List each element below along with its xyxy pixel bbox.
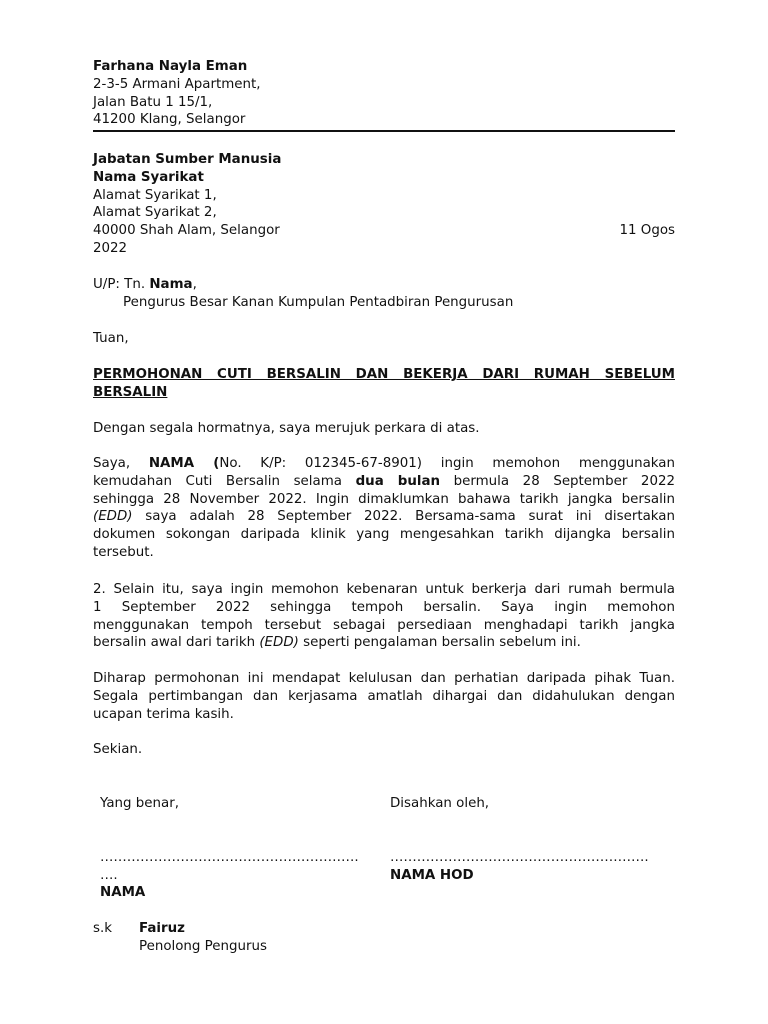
recipient-address-line-1: Alamat Syarikat 1, bbox=[93, 187, 217, 203]
signature-left-name: NAMA bbox=[100, 885, 146, 901]
attention-suffix: , bbox=[192, 277, 197, 292]
letter-date-year: 2022 bbox=[93, 240, 128, 256]
letter-date: 11 Ogos bbox=[619, 223, 675, 239]
attention-line bbox=[93, 276, 675, 294]
para3-line-1: Diharap permohonan ini mendapat kelulusan dan perhatian daripada pihak Tuan. bbox=[93, 671, 675, 686]
signature-right-label: Disahkan oleh, bbox=[390, 796, 490, 811]
sender-address-line-2: Jalan Batu 1 15/1, bbox=[93, 94, 213, 110]
para1-l2c: bermula 28 September 2022 bbox=[440, 473, 676, 489]
sender-block bbox=[93, 58, 675, 129]
sender-name: Farhana Nayla Eman bbox=[93, 59, 248, 74]
para3-line-2: Segala pertimbangan dan kerjasama amatlah dihargai dan didahulukan dengan bbox=[93, 688, 675, 704]
salutation bbox=[93, 330, 675, 348]
cc-label-text: s.k bbox=[93, 921, 112, 936]
para2-line-1: 2. Selain itu, saya ingin memohon kebenaran untuk berkerja dari rumah bermula bbox=[93, 582, 675, 597]
attention-position: Pengurus Besar Kanan Kumpulan Pentadbiran Pengurusan bbox=[123, 294, 514, 310]
cc-block bbox=[139, 920, 267, 956]
cc-label bbox=[93, 920, 112, 938]
recipient-company: Nama Syarikat bbox=[93, 169, 204, 185]
signature-left-label: Yang benar, bbox=[100, 796, 179, 811]
opening-paragraph bbox=[93, 420, 675, 438]
cc-name: Fairuz bbox=[139, 921, 185, 936]
signature-right-name: NAMA HOD bbox=[390, 867, 474, 883]
para1-l4b: saya adalah 28 September 2022. Bersama-sama surat ini disertakan bbox=[132, 509, 675, 525]
recipient-block bbox=[93, 151, 675, 258]
para1-l1c: No. K/P: 012345-67-8901) ingin memohon menggunakan bbox=[219, 456, 675, 471]
attention-prefix: U/P: Tn. bbox=[93, 277, 150, 292]
para2-l4a: bersalin awal dari tarikh bbox=[93, 635, 260, 651]
sender-address-line-1: 2-3-5 Armani Apartment, bbox=[93, 76, 261, 92]
subject-line-2: BERSALIN bbox=[93, 384, 168, 400]
paragraph-2 bbox=[93, 581, 675, 652]
para2-l4c: seperti pengalaman bersalin sebelum ini. bbox=[298, 635, 581, 651]
para3-line-3: ucapan terima kasih. bbox=[93, 706, 234, 722]
recipient-address-line-3 bbox=[93, 222, 675, 240]
para2-line-4 bbox=[93, 634, 675, 652]
para1-l2b: dua bulan bbox=[355, 473, 441, 489]
subject-heading bbox=[93, 366, 675, 402]
signature-right-dots: …………………………………………………. bbox=[390, 849, 649, 865]
recipient-address-text: 40000 Shah Alam, Selangor bbox=[93, 223, 280, 239]
subject-line-1: PERMOHONAN CUTI BERSALIN DAN BEKERJA DARI RUMAH SEBELUM bbox=[93, 367, 675, 382]
paragraph-3 bbox=[93, 670, 675, 723]
para1-l2a: kemudahan Cuti Bersalin selama bbox=[93, 473, 356, 489]
para1-l4a: (EDD) bbox=[93, 509, 133, 525]
signature-left-dots-2: …. bbox=[100, 867, 118, 883]
attention-block bbox=[93, 276, 675, 312]
para1-line-5: dokumen sokongan daripada klinik yang mengesahkan tarikh dijangka bersalin bbox=[93, 527, 675, 543]
opening-text: Dengan segala hormatnya, saya merujuk perkara di atas. bbox=[93, 421, 480, 436]
para2-line-2: 1 September 2022 sehingga tempoh bersalin. Saya ingin memohon bbox=[93, 599, 675, 615]
closing-text: Sekian. bbox=[93, 742, 143, 757]
header-divider bbox=[93, 130, 675, 132]
signature-left-dots: …………………………………………………. bbox=[100, 849, 359, 865]
para1-line-6: tersebut. bbox=[93, 544, 154, 560]
closing bbox=[93, 741, 675, 759]
signature-left bbox=[100, 795, 375, 902]
recipient-dept: Jabatan Sumber Manusia bbox=[93, 152, 282, 167]
para1-line-2 bbox=[93, 473, 675, 491]
para2-l4b: (EDD) bbox=[259, 635, 299, 651]
sender-address-line-3: 41200 Klang, Selangor bbox=[93, 112, 246, 128]
cc-position: Penolong Pengurus bbox=[139, 938, 267, 954]
para1-l1a: Saya, bbox=[93, 456, 149, 471]
para1-l1b: NAMA ( bbox=[148, 456, 220, 471]
recipient-address-line-2: Alamat Syarikat 2, bbox=[93, 205, 217, 221]
salutation-text: Tuan, bbox=[93, 331, 129, 346]
para2-line-3: menggunakan tempoh tersebut sebagai persediaan menghadapi tarikh jangka bbox=[93, 617, 675, 633]
signature-right bbox=[390, 795, 675, 884]
para1-line-3: sehingga 28 November 2022. Ingin dimaklumkan bahawa tarikh jangka bersalin bbox=[93, 491, 675, 507]
paragraph-1 bbox=[93, 455, 675, 562]
para1-line-4 bbox=[93, 508, 675, 526]
para1-line-1 bbox=[93, 455, 675, 473]
attention-name: Nama bbox=[149, 277, 193, 292]
